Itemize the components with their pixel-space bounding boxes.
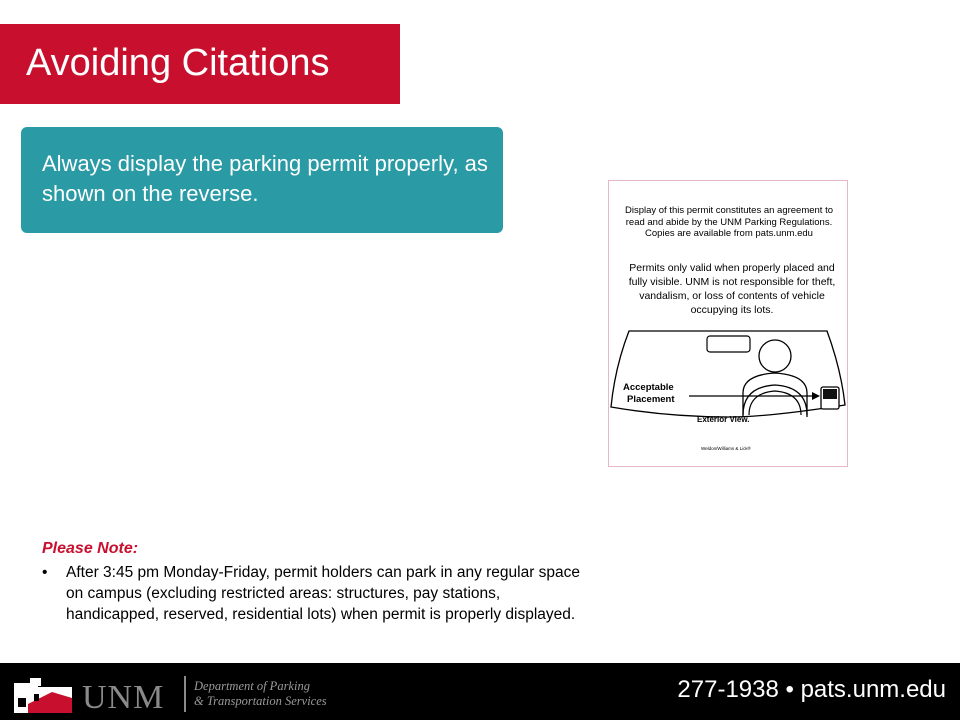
page-title: Avoiding Citations (26, 42, 330, 84)
permit-maker-text: Weldon/Williams & Lick® (701, 446, 751, 451)
driver-body (743, 373, 807, 417)
logo-divider (184, 676, 186, 712)
placement-label-line2: Placement (627, 394, 675, 405)
unm-building-logo-icon (12, 674, 74, 714)
exterior-view-label: Exterior View. (697, 415, 750, 424)
contact-info: 277-1938 • pats.unm.edu (677, 676, 946, 703)
list-item (42, 562, 582, 625)
department-name (194, 679, 327, 709)
unm-wordmark: UNM (82, 679, 165, 716)
permit-validity-text: Permits only valid when properly placed and fully visible. UNM is not responsible for theft, vandalism, or loss of contents of vehicle occupying its lots. (628, 262, 836, 316)
permit-callout (21, 127, 503, 233)
rearview-mirror (707, 336, 750, 352)
driver-head (759, 340, 791, 372)
department-line-1: Department of Parking (194, 679, 310, 693)
steering-wheel (743, 385, 807, 415)
please-note-section (42, 540, 582, 625)
title-bar (0, 24, 400, 104)
department-line-2: & Transportation Services (194, 694, 327, 708)
note-title: Please Note: (42, 540, 139, 557)
note-item-text: After 3:45 pm Monday-Friday, permit holders can park in any regular space on campus (excluding restricted areas: structures, pay stations, handicapped, reserved, residential lots) when permit is properly displayed. (66, 564, 581, 623)
permit-image (608, 180, 848, 467)
bullet-icon: • (42, 564, 48, 581)
unm-pats-logo (12, 674, 342, 714)
callout-text: Always display the parking permit properly, as shown on the reverse. (42, 151, 488, 206)
permit-agreement-text: Display of this permit constitutes an agreement to read and abide by the UNM Parking Regulations. Copies are available from pats.unm.edu (624, 205, 834, 239)
footer-bar (0, 663, 960, 720)
placement-label-line1: Acceptable (623, 382, 674, 393)
note-list (42, 562, 582, 625)
windshield-diagram (609, 319, 847, 467)
